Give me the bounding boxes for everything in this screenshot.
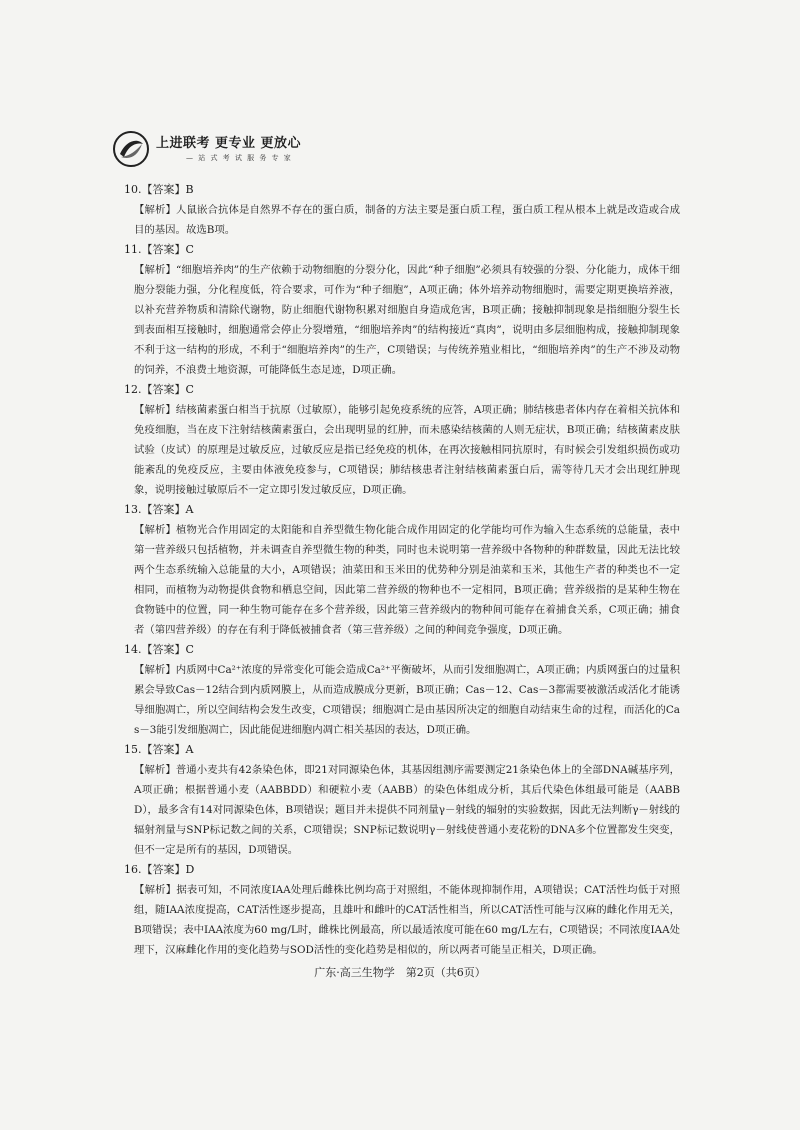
- answer-line: 14.【答案】C: [124, 643, 194, 656]
- explanation: 【解析】内质网中Ca²⁺浓度的异常变化可能会造成Ca²⁺平衡破坏，从而引发细胞凋亡，A项正确；内质网蛋白的过量积累会导致Cas－12结合到内质网膜上，从而造成膜成分更新，B项正确；Cas－12、Cas－3都需要被激活或活化才能诱导细胞凋亡，所以空间结构会发生改变，C项错误；细胞凋亡是由基因所决定的细胞自动结束生命的过程，而活化的Cas－3能引发细胞凋亡，因此能促进细胞内凋亡相关基因的表达，D项正确。: [134, 664, 680, 736]
- tagline: — 站 式 考 试 服 务 专 家: [186, 153, 293, 162]
- question-15: [124, 740, 680, 860]
- explanation: 【解析】结核菌素蛋白相当于抗原（过敏原），能够引起免疫系统的应答，A项正确；肺结核患者体内存在着相关抗体和免疫细胞，当在皮下注射结核菌素蛋白，会出现明显的红肿，而未感染结核菌的人则无症状，B项正确；结核菌素皮肤试验（皮试）的原理是过敏反应，过敏反应是指已经免疫的机体，在再次接触相同抗原时，有时候会引发组织损伤或功能紊乱的免疫反应，主要由体液免疫参与，C项错误；肺结核患者注射结核菌素蛋白后，需等待几天才会出现红肿现象，说明接触过敏原后不一定立即引发过敏反应，D项正确。: [134, 404, 680, 496]
- answer-line: 15.【答案】A: [124, 743, 194, 756]
- explanation: 【解析】据表可知，不同浓度IAA处理后雌株比例均高于对照组，不能体现抑制作用，A项错误；CAT活性均低于对照组，随IAA浓度提高，CAT活性逐步提高，且雄叶和雌叶的CAT活性相当，所以CAT活性可能与汉麻的雌化作用无关，B项错误；表中IAA浓度为60 mg/L时，雌株比例最高，所以最适浓度可能在60 mg/L左右，C项错误；不同浓度IAA处理下，汉麻雌化作用的变化趋势与SOD活性的变化趋势是相似的，所以两者可能呈正相关，D项正确。: [134, 884, 680, 956]
- answer-list: [124, 180, 680, 960]
- explanation: 【解析】普通小麦共有42条染色体，即21对同源染色体，其基因组测序需要测定21条染色体上的全部DNA碱基序列，A项正确；根据普通小麦（AABBDD）和硬粒小麦（AABB）的染色体组成分析，其后代染色体组最可能是（AABBD），最多含有14对同源染色体，B项错误；题目并未提供不同剂量γ－射线的辐射的实验数据，因此无法判断γ－射线的辐射剂量与SNP标记数之间的关系，C项错误；SNP标记数说明γ－射线使普通小麦花粉的DNA多个位置都发生突变，但不一定是所有的基因，D项错误。: [134, 764, 680, 856]
- explanation: 【解析】“细胞培养肉”的生产依赖于动物细胞的分裂分化，因此“种子细胞”必须具有较强的分裂、分化能力，成体干细胞分裂能力强，分化程度低，符合要求，可作为“种子细胞”，A项正确；体外培养动物细胞时，需要定期更换培养液，以补充营养物质和清除代谢物，防止细胞代谢物积累对细胞自身造成危害，B项正确；接触抑制现象是指细胞分裂生长到表面相互接触时，细胞通常会停止分裂增殖，“细胞培养肉”的结构接近“真肉”，说明由多层细胞构成，接触抑制现象不利于这一结构的形成，不利于“细胞培养肉”的生产，C项错误；与传统养殖业相比，“细胞培养肉”的生产不涉及动物的饲养，不浪费土地资源，可能降低生态足迹，D项正确。: [134, 264, 680, 376]
- answer-line: 11.【答案】C: [124, 243, 194, 256]
- slogan: 上进联考 更专业 更放心: [156, 135, 302, 151]
- explanation: 【解析】植物光合作用固定的太阳能和自养型微生物化能合成作用固定的化学能均可作为输入生态系统的总能量，表中第一营养级只包括植物，并未调查自养型微生物的种类，同时也未说明第一营养级中各物种的种群数量，因此无法比较两个生态系统输入总能量的大小，A项错误；油菜田和玉米田的优势种分别是油菜和玉米，其他生产者的种类也不一定相同，而植物为动物提供食物和栖息空间，因此第二营养级的物种也不一定相同，B项正确；营养级指的是某种生物在食物链中的位置，同一种生物可能存在多个营养级，因此第三营养级内的物种间可能存在着捕食关系，C项正确；捕食者（第四营养级）的存在有利于降低被捕食者（第三营养级）之间的种间竞争强度，D项正确。: [134, 524, 680, 636]
- question-13: [124, 500, 680, 640]
- question-12: [124, 380, 680, 500]
- question-11: [124, 240, 680, 380]
- header: [112, 130, 301, 168]
- answer-line: 10.【答案】B: [124, 183, 194, 196]
- question-16: [124, 860, 680, 960]
- explanation: 【解析】人鼠嵌合抗体是自然界不存在的蛋白质，制备的方法主要是蛋白质工程，蛋白质工程从根本上就是改造或合成目的基因。故选B项。: [134, 204, 680, 236]
- question-14: [124, 640, 680, 740]
- answer-line: 16.【答案】D: [124, 863, 195, 876]
- logo-icon: [112, 130, 150, 168]
- question-10: [124, 180, 680, 240]
- answer-line: 13.【答案】A: [124, 503, 194, 516]
- page-footer: 广东·高三生物学 第2页（共6页）: [314, 966, 486, 979]
- answer-line: 12.【答案】C: [124, 383, 194, 396]
